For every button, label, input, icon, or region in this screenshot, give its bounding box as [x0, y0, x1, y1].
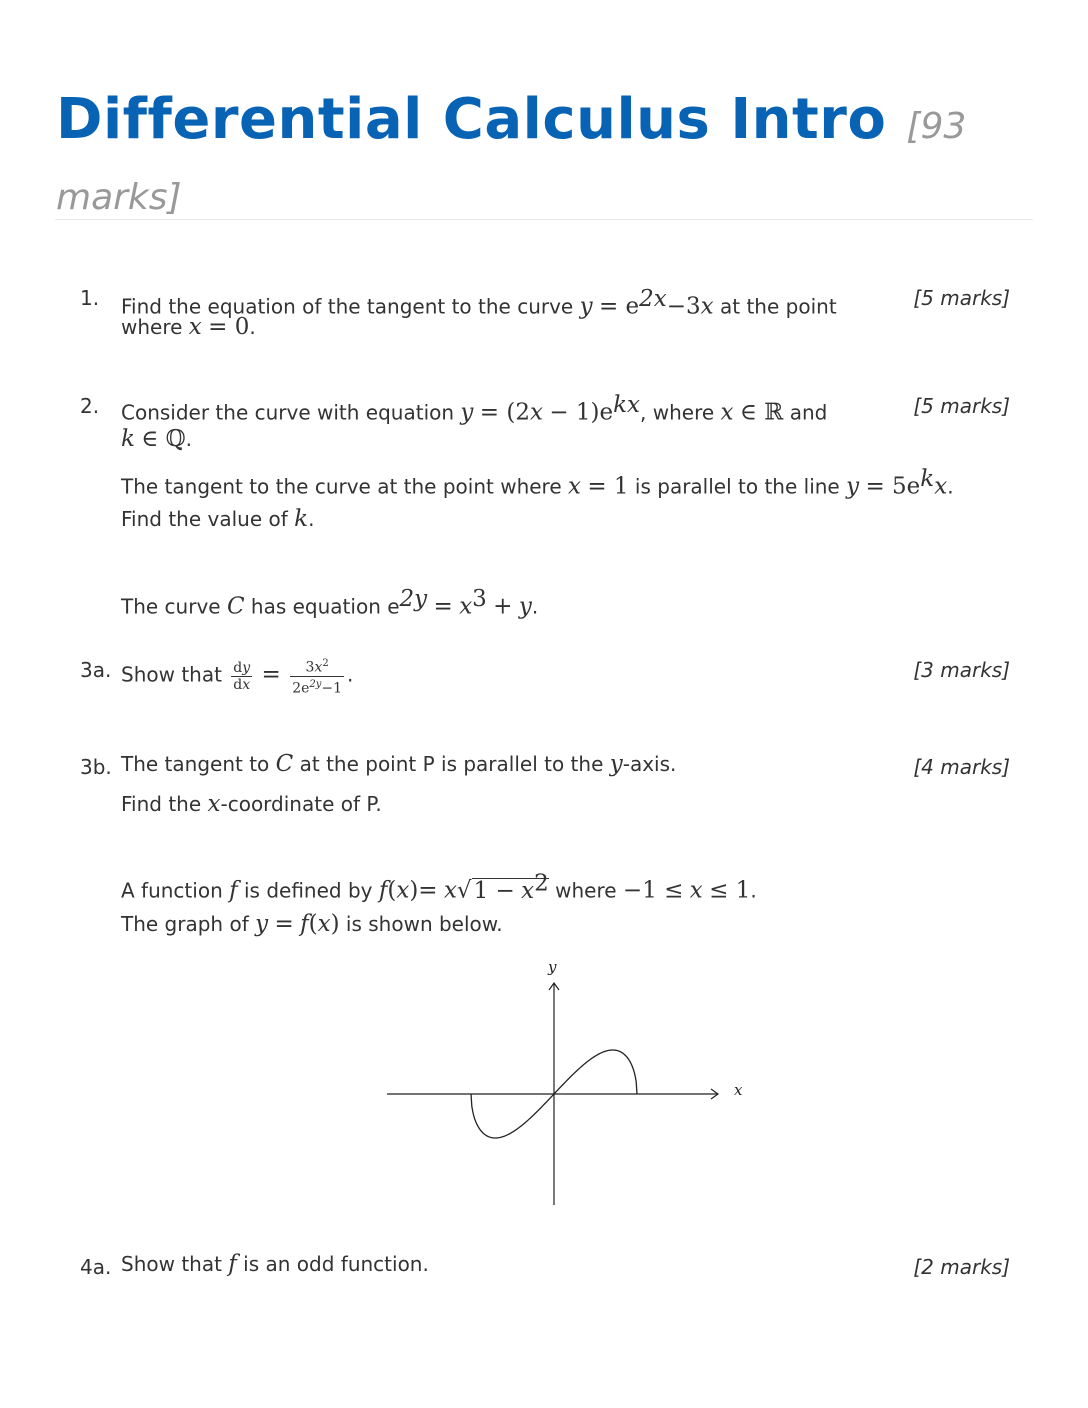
x-axis-label: x [734, 1081, 743, 1099]
question-marks: [3 marks] [913, 658, 1010, 682]
question-number: 2. [80, 394, 100, 418]
question-text: Find the value of k. [121, 506, 315, 532]
total-marks: [93 marks] [56, 106, 967, 218]
question-text: Find the equation of the tangent to the curve $y = e^{2x}-3x$ at the point [121, 286, 837, 320]
question-stem: The curve C has equation $e^{2y} = x^3 + y$. [121, 586, 539, 620]
page-title [56, 88, 1016, 230]
question-stem: The graph of y = f(x) is shown below. [121, 911, 503, 937]
question-text: Find the x-coordinate of P. [121, 791, 382, 817]
question-text: where x = 0. [121, 314, 256, 340]
title-text: Differential Calculus Intro [56, 87, 887, 152]
question-number: 1. [80, 286, 100, 310]
question-number: 3a. [80, 658, 112, 682]
question-text: The tangent to the curve at the point where x = 1 is parallel to the line $y = 5e^kx$. [121, 466, 954, 500]
question-number: 4a. [80, 1255, 112, 1279]
question-text: Consider the curve with equation $y = (2x - 1)e^{kx}$, where x ∈ ℝ and [121, 392, 828, 426]
question-text: Show that f is an odd function. [121, 1251, 429, 1277]
question-stem: A function f is defined by $f(x)= x√1 - x^2$ where −1 ≤ x ≤ 1. [121, 870, 757, 904]
y-axis-label: y [548, 958, 557, 976]
question-marks: [5 marks] [913, 286, 1010, 310]
question-number: 3b. [80, 755, 112, 779]
question-marks: [4 marks] [913, 755, 1010, 779]
title-divider [55, 219, 1033, 220]
question-marks: [2 marks] [913, 1255, 1010, 1279]
question-text: The tangent to C at the point P is parallel to the y-axis. [121, 751, 677, 777]
function-graph [370, 955, 750, 1215]
question-marks: [5 marks] [913, 394, 1010, 418]
question-text: Show that $\frac{dy}{dx}$ = $\frac{3x^2}{2e^{2y}-1}$ . [121, 658, 354, 697]
question-text: k ∈ ℚ. [121, 426, 193, 452]
